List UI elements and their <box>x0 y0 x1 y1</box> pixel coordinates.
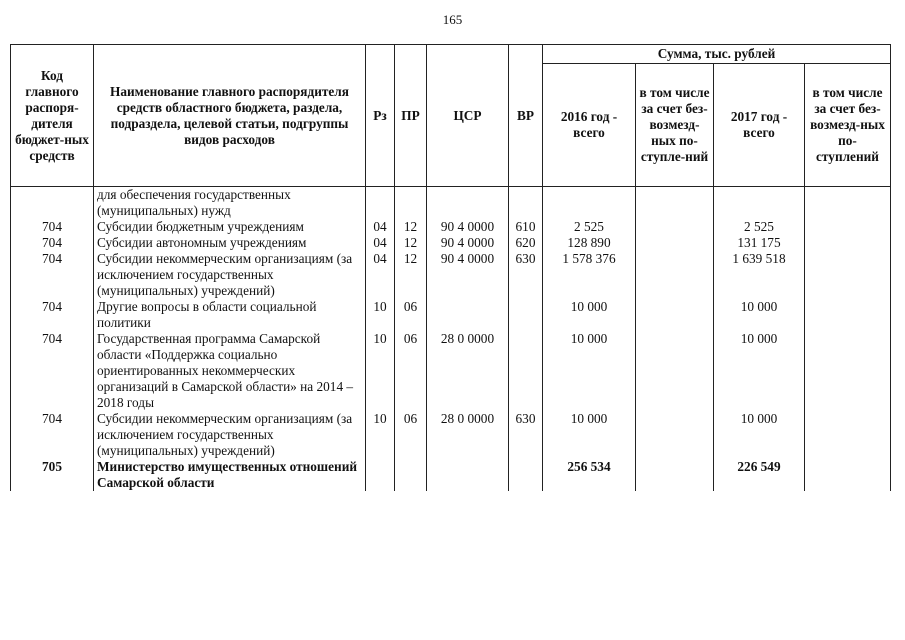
cell-pr <box>395 187 427 220</box>
page-number: 165 <box>442 12 463 27</box>
cell-2016-grants <box>636 331 714 411</box>
header-csr: ЦСР <box>427 45 509 187</box>
cell-csr: 90 4 0000 <box>427 251 509 299</box>
cell-2016-total: 2 525 <box>543 219 636 235</box>
cell-2016-total: 10 000 <box>543 411 636 459</box>
cell-pr: 06 <box>395 411 427 459</box>
cell-code: 704 <box>11 235 94 251</box>
cell-2017-total <box>714 187 805 220</box>
header-code: Код главного распоря-дителя бюджет-ных средств <box>11 45 94 187</box>
cell-csr: 28 0 0000 <box>427 331 509 411</box>
cell-vr <box>509 299 543 331</box>
cell-2016-total <box>543 187 636 220</box>
cell-2016-total: 128 890 <box>543 235 636 251</box>
table-row <box>11 411 891 459</box>
cell-2017-grants <box>805 235 891 251</box>
cell-vr: 610 <box>509 219 543 235</box>
table-row <box>11 331 891 411</box>
cell-vr <box>509 331 543 411</box>
cell-rz: 04 <box>366 235 395 251</box>
cell-2016-grants <box>636 187 714 220</box>
cell-code <box>11 187 94 220</box>
cell-name: Субсидии автономным учреждениям <box>94 235 366 251</box>
cell-csr <box>427 459 509 491</box>
cell-2017-total: 10 000 <box>714 411 805 459</box>
cell-rz: 10 <box>366 331 395 411</box>
cell-pr: 12 <box>395 235 427 251</box>
cell-2016-grants <box>636 251 714 299</box>
cell-pr: 06 <box>395 331 427 411</box>
cell-2017-grants <box>805 219 891 235</box>
cell-2017-total: 2 525 <box>714 219 805 235</box>
cell-2016-total: 256 534 <box>543 459 636 491</box>
cell-code: 705 <box>11 459 94 491</box>
cell-2016-grants <box>636 411 714 459</box>
header-name: Наименование главного распорядителя средств областного бюджета, раздела, подраздела, целевой статьи, подгруппы видов расходов <box>94 45 366 187</box>
cell-code: 704 <box>11 331 94 411</box>
table-row <box>11 235 891 251</box>
cell-2017-grants <box>805 251 891 299</box>
header-2017-total: 2017 год - всего <box>714 64 805 187</box>
table-body <box>11 187 891 492</box>
cell-2017-grants <box>805 187 891 220</box>
cell-name: для обеспечения государственных (муниципальных) нужд <box>94 187 366 220</box>
cell-2016-grants <box>636 235 714 251</box>
header-sum-group: Сумма, тыс. рублей <box>543 45 891 64</box>
table-row <box>11 299 891 331</box>
budget-table <box>10 44 891 491</box>
cell-code: 704 <box>11 251 94 299</box>
cell-rz <box>366 459 395 491</box>
cell-2017-total: 10 000 <box>714 299 805 331</box>
header-2016-grants: в том числе за счет без-возмезд-ных по-ступле-ний <box>636 64 714 187</box>
cell-vr: 620 <box>509 235 543 251</box>
cell-code: 704 <box>11 411 94 459</box>
cell-2016-grants <box>636 459 714 491</box>
cell-csr: 28 0 0000 <box>427 411 509 459</box>
cell-rz: 04 <box>366 219 395 235</box>
cell-csr <box>427 299 509 331</box>
cell-name: Министерство имущественных отношений Самарской области <box>94 459 366 491</box>
cell-2016-grants <box>636 299 714 331</box>
cell-2017-total: 226 549 <box>714 459 805 491</box>
table-row <box>11 187 891 220</box>
header-vr: ВР <box>509 45 543 187</box>
cell-2016-total: 10 000 <box>543 299 636 331</box>
header-rz: Рз <box>366 45 395 187</box>
table-row <box>11 219 891 235</box>
cell-code: 704 <box>11 219 94 235</box>
cell-name: Субсидии бюджетным учреждениям <box>94 219 366 235</box>
cell-2017-grants <box>805 331 891 411</box>
cell-2016-grants <box>636 219 714 235</box>
cell-pr: 12 <box>395 251 427 299</box>
cell-code: 704 <box>11 299 94 331</box>
table-header <box>11 45 891 187</box>
table-row <box>11 459 891 491</box>
cell-2017-total: 131 175 <box>714 235 805 251</box>
header-2016-total: 2016 год - всего <box>543 64 636 187</box>
header-2017-grants: в том числе за счет без-возмезд-ных по-ступлений <box>805 64 891 187</box>
cell-2017-total: 10 000 <box>714 331 805 411</box>
cell-vr <box>509 459 543 491</box>
cell-rz: 10 <box>366 299 395 331</box>
cell-name: Субсидии некоммерческим организациям (за исключением государственных (муниципальных) учреждений) <box>94 251 366 299</box>
cell-2016-total: 10 000 <box>543 331 636 411</box>
cell-2017-grants <box>805 299 891 331</box>
cell-rz: 04 <box>366 251 395 299</box>
cell-rz: 10 <box>366 411 395 459</box>
cell-pr <box>395 459 427 491</box>
cell-csr: 90 4 0000 <box>427 235 509 251</box>
table-row <box>11 251 891 299</box>
cell-rz <box>366 187 395 220</box>
cell-vr <box>509 187 543 220</box>
cell-2016-total: 1 578 376 <box>543 251 636 299</box>
cell-2017-grants <box>805 411 891 459</box>
cell-vr: 630 <box>509 411 543 459</box>
cell-csr: 90 4 0000 <box>427 219 509 235</box>
cell-pr: 06 <box>395 299 427 331</box>
cell-vr: 630 <box>509 251 543 299</box>
cell-2017-grants <box>805 459 891 491</box>
cell-2017-total: 1 639 518 <box>714 251 805 299</box>
cell-csr <box>427 187 509 220</box>
cell-name: Субсидии некоммерческим организациям (за исключением государственных (муниципальных) учреждений) <box>94 411 366 459</box>
cell-name: Государственная программа Самарской области «Поддержка социально ориентированных некоммерческих организаций в Самарской области» на 2014 – 2018 годы <box>94 331 366 411</box>
header-pr: ПР <box>395 45 427 187</box>
cell-pr: 12 <box>395 219 427 235</box>
cell-name: Другие вопросы в области социальной политики <box>94 299 366 331</box>
